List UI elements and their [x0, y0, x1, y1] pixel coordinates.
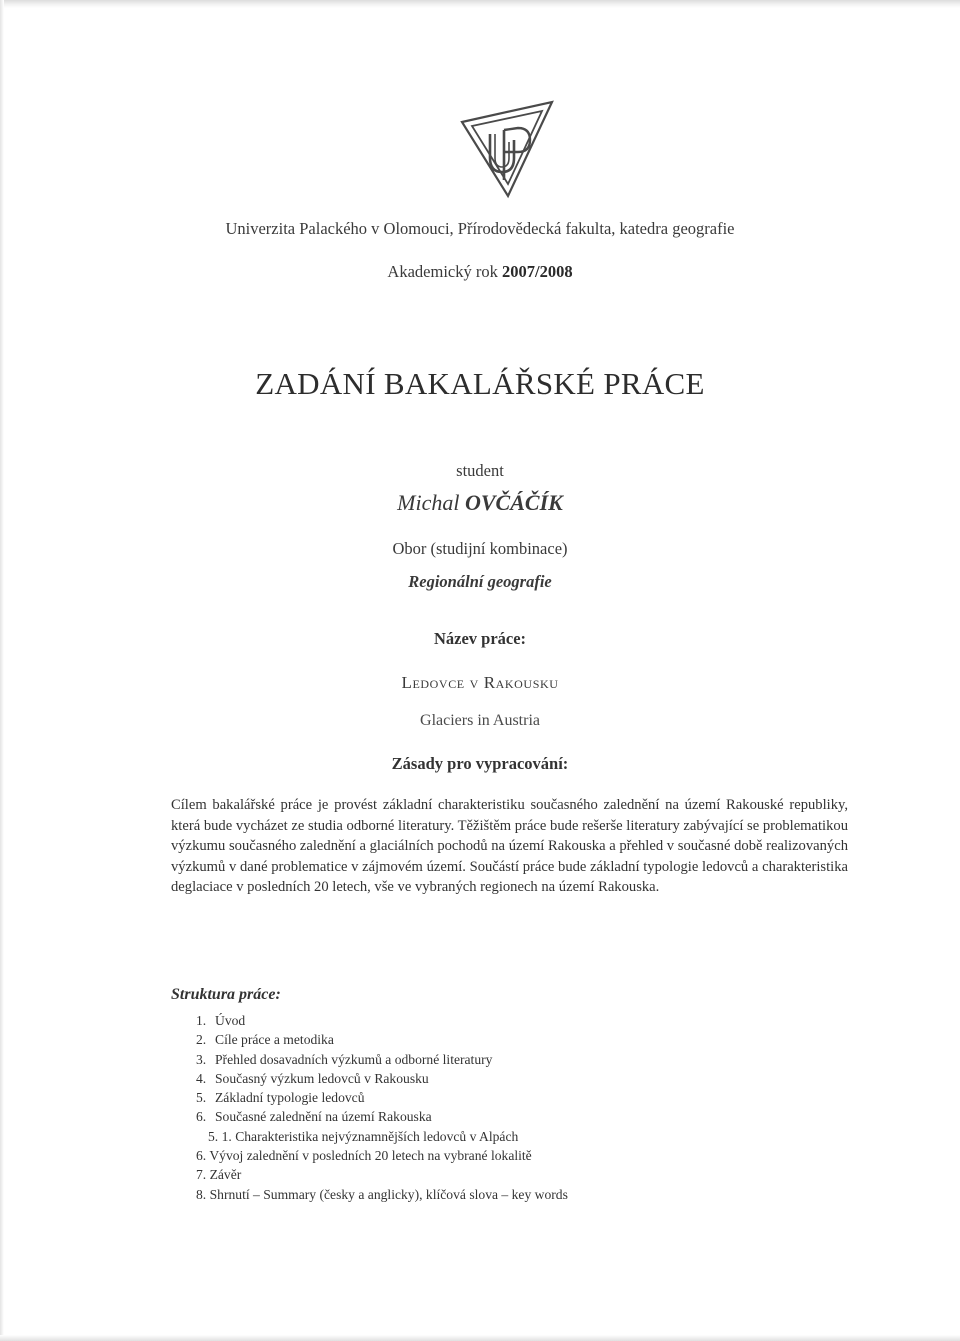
page-top-edge — [0, 0, 960, 8]
student-first-name: Michal — [397, 490, 460, 515]
academic-year-value: 2007/2008 — [501, 262, 573, 281]
structure-item: 3. Přehled dosavadních výzkumů a odborné literatury — [196, 1051, 493, 1067]
structure-item: 6. Současné zalednění na území Rakouska — [196, 1109, 432, 1125]
structure-heading: Struktura práce: — [171, 986, 281, 1003]
structure-item: 4. Současný výzkum ledovců v Rakousku — [196, 1070, 429, 1086]
field-label: Obor (studijní kombinace) — [392, 539, 568, 558]
document-title: ZADÁNÍ BAKALÁŘSKÉ PRÁCE — [255, 366, 705, 401]
principles-label: Zásady pro vypracování: — [391, 754, 569, 773]
student-name — [0, 490, 960, 516]
structure-subitem: 5. 1. Charakteristika nejvýznamnějších ledovců v Alpách — [208, 1128, 519, 1144]
academic-year-line — [0, 262, 960, 282]
student-label: student — [456, 461, 504, 480]
structure-list — [196, 1011, 568, 1204]
thesis-title-english: Glaciers in Austria — [420, 712, 540, 729]
page-left-edge — [0, 0, 4, 1341]
thesis-title-czech: Ledovce v Rakousku — [401, 673, 559, 692]
university-logo-icon — [458, 100, 558, 210]
page-bottom-edge — [0, 1335, 960, 1341]
structure-item: 8. Shrnutí – Summary (česky a anglicky), klíčová slova – key words — [196, 1186, 568, 1202]
structure-item: 5. Základní typologie ledovců — [196, 1090, 365, 1106]
structure-item: 2. Cíle práce a metodika — [196, 1032, 334, 1048]
structure-item: 6. Vývoj zalednění v posledních 20 letech na vybrané lokalitě — [196, 1148, 532, 1164]
academic-year-label: Akademický rok — [387, 262, 498, 281]
structure-item: 1. Úvod — [196, 1013, 246, 1028]
university-line: Univerzita Palackého v Olomouci, Přírodovědecká fakulta, katedra geografie — [225, 219, 735, 238]
thesis-title-label: Název práce: — [433, 629, 527, 648]
principles-paragraph: Cílem bakalářské práce je provést základní charakteristiku současného zalednění na území Rakouské republiky, která bude vycházet ze studia odborné literatury. Těžištěm práce bude rešerše literatury zabývající se problematikou výzkumu současného zalednění a glaciálních pochodů na území Rakouska a přehled v současné době realizovaných výzkumů v dané problematice v zájmovém území. Součástí práce bude základní typologie ledovců a charakteristika deglaciace v posledních 20 letech, vše ve vybraných regionech na území Rakouska. — [171, 797, 848, 895]
student-last-name: OVČÁČÍK — [465, 490, 563, 515]
field-value: Regionální geografie — [408, 572, 552, 591]
structure-item: 7. Závěr — [196, 1167, 242, 1183]
